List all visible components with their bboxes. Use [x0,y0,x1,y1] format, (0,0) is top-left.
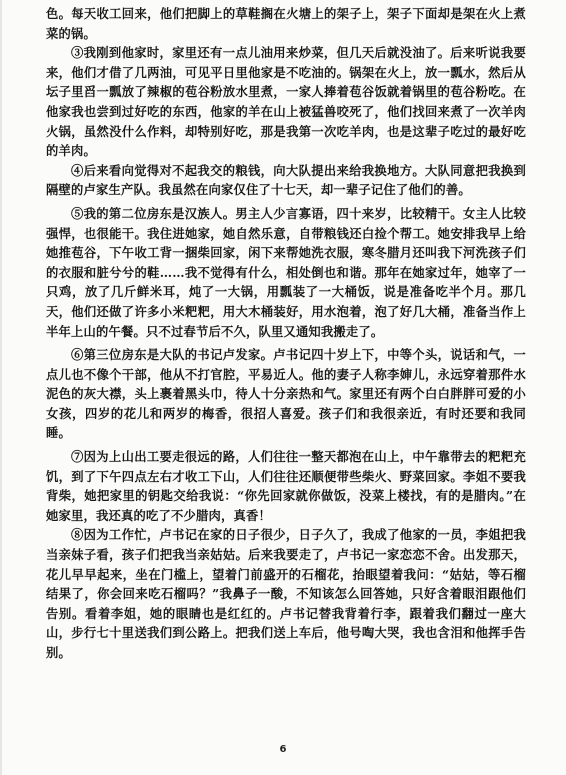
paragraph-6: ⑥第三位房东是大队的书记卢发家。卢书记四十岁上下，中等个头，说话和气，一点儿也不像个干部，他从不打官腔，平易近人。他的妻子人称李婶儿，永远穿着那件水泥色的灰大襟，头上裹着黑头巾，待人十分亲热和气。家里还有两个白白胖胖可爱的小女孩，四岁的花儿和两岁的梅香，很招人喜爱。孩子们和我很亲近，有时还要和我同睡。 [46,347,526,441]
paragraph-3: ③我刚到他家时，家里还有一点儿油用来炒菜，但几天后就没油了。后来听说我要来，他们才借了几两油，可见平日里他家是不吃油的。锅架在火上，放一瓢水，然后从坛子里舀一瓢放了辣椒的苞谷粉放水里煮，一家人捧着苞谷饭就着锅里的苞谷粉吃。在他家我也尝到过好吃的东西，他家的羊在山上被猛兽咬死了，他们找回来煮了一次羊肉火锅，虽然没什么作料，却特别好吃，那是我第一次吃羊肉，也是这辈子吃过的最好吃的羊肉。 [46,45,526,159]
page-number: 6 [279,744,287,755]
scan-edge [0,0,2,775]
paragraph-5: ⑤我的第二位房东是汉族人。男主人少言寡语，四十来岁，比较精干。女主人比较强悍，也很能干。我住进她家，她自然乐意，自带粮钱还白捡个帮工。她安排我早上给她推苞谷，下午收工背一捆柴回家，闲下来帮她洗衣服，寒冬腊月还叫我下河洗孩子们的衣服和脏兮兮的鞋……我不觉得有什么，相处倒也和谐。那年在她家过年，她宰了一只鸡，放了几斤鲜米耳，炖了一大锅，用瓢装了一大桶饭，说是准备吃半个月。那几天，他们还做了许多小米粑粑，用大木桶装好，用水泡着，泡了好几大桶，准备当作上半年上山的午餐。只不过春节后不久，队里又通知我搬走了。 [46,205,526,339]
paragraph-4: ④后来看向觉得对不起我交的粮钱，向大队提出来给我换地方。大队同意把我换到隔壁的卢家生产队。我虽然在向家仅住了十七天，却一辈子记住了他们的善。 [46,162,526,198]
paragraph-continuation: 色。每天收工回来，他们把脚上的草鞋搁在火塘上的架子上，架子下面却是架在火上煮菜的锅。 [46,6,526,41]
paragraph-7: ⑦因为上山出工要走很远的路，人们往往一整天都泡在山上，中午靠带去的粑粑充饥，到了下午四点左右才收工下山，人们往往还顺便带些柴火、野菜回家。李姐不要我背柴，她把家里的钥匙交给我说：“你先回家就你做饭，没菜上楼找，有的是腊肉。”在她家里，我还真的吃了不少腊肉，真香！ [46,449,526,523]
paragraph-8: ⑧因为工作忙，卢书记在家的日子很少，日子久了，我成了他家的一员，李姐把我当亲妹子看，孩子们把我当亲姑姑。后来我要走了，卢书记一家恋恋不舍。出发那天，花儿早早起来，坐在门槛上，望着门前盛开的石榴花，抬眼望着我问：“姑姑，等石榴结果了，你会回来吃石榴吗？”我鼻子一酸，不知该怎么回答她，只好含着眼泪跟他们告别。看着李姐，她的眼睛也是红红的。卢书记替我背着行李，跟着我们翻过一座大山，步行七十里送我们到公路上。把我们送上车后，他号啕大哭，我也含泪和他挥手告别。 [46,527,526,660]
